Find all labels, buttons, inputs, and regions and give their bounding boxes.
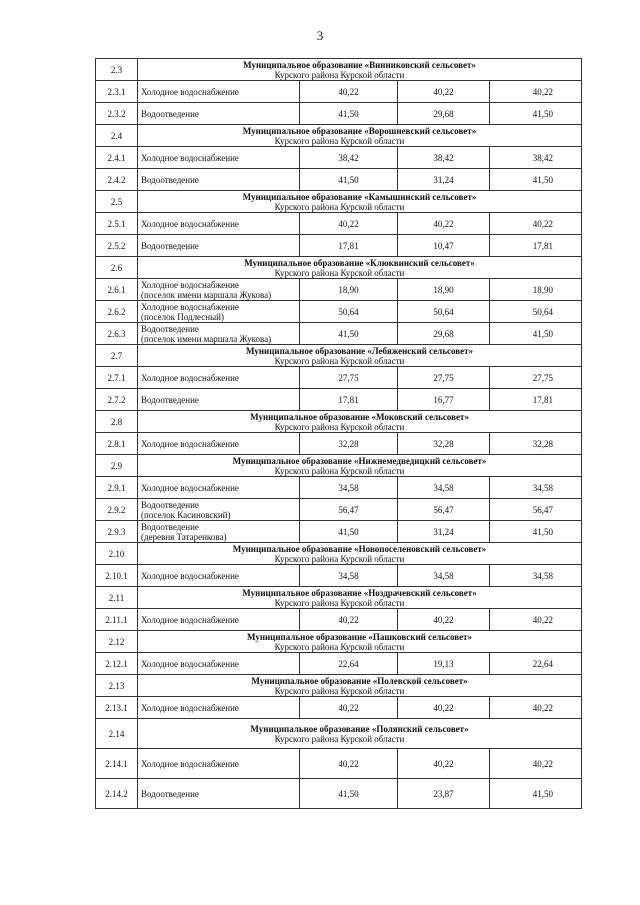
tariff-value-3: 17,81 — [490, 389, 582, 411]
service-name — [138, 779, 300, 809]
section-title-line1: Муниципальное образование «Ворошневский сельсовет» — [242, 125, 477, 136]
tariff-value-1: 41,50 — [300, 779, 398, 809]
service-name — [138, 147, 300, 169]
section-header-row — [96, 675, 582, 697]
table-row — [96, 103, 582, 125]
table-row — [96, 235, 582, 257]
tariff-value-1: 41,50 — [300, 169, 398, 191]
section-title — [138, 125, 582, 147]
section-title-line1: Муниципальное образование «Винниковский сельсовет» — [243, 59, 476, 70]
row-number: 2.7.2 — [96, 389, 138, 411]
section-header-row — [96, 587, 582, 609]
service-name — [138, 749, 300, 779]
section-title — [138, 455, 582, 477]
tariff-value-3: 18,90 — [490, 279, 582, 301]
tariff-value-2: 31,24 — [398, 169, 490, 191]
section-header-row — [96, 631, 582, 653]
section-title-line2: Курского района Курской области — [274, 135, 405, 146]
tariff-value-1: 17,81 — [300, 235, 398, 257]
tariff-value-3: 41,50 — [490, 323, 582, 345]
row-number: 2.5.2 — [96, 235, 138, 257]
section-title-line1: Муниципальное образование «Нижнемедведицкий сельсовет» — [232, 455, 487, 466]
service-name — [138, 389, 300, 411]
tariff-value-2: 10,47 — [398, 235, 490, 257]
service-name-line: Водоотведение — [141, 394, 199, 405]
section-number: 2.11 — [96, 587, 138, 609]
row-number: 2.9.1 — [96, 477, 138, 499]
tariff-value-2: 18,90 — [398, 279, 490, 301]
section-header-row — [96, 455, 582, 477]
table-row — [96, 147, 582, 169]
table-row — [96, 301, 582, 323]
service-name — [138, 477, 300, 499]
service-name-line: Водоотведение — [141, 323, 199, 334]
tariff-value-2: 50,64 — [398, 301, 490, 323]
service-name — [138, 213, 300, 235]
table-row — [96, 213, 582, 235]
table-row — [96, 389, 582, 411]
tariff-value-1: 40,22 — [300, 609, 398, 631]
service-name — [138, 169, 300, 191]
table-row — [96, 169, 582, 191]
service-name — [138, 521, 300, 543]
section-number: 2.3 — [96, 59, 138, 81]
tariff-value-1: 38,42 — [300, 147, 398, 169]
tariff-value-2: 40,22 — [398, 697, 490, 719]
section-title — [138, 719, 582, 749]
section-header-row — [96, 345, 582, 367]
tariff-value-1: 18,90 — [300, 279, 398, 301]
section-header-row — [96, 719, 582, 749]
service-location-line: (поселок Подлесный) — [141, 311, 224, 322]
tariff-value-2: 38,42 — [398, 147, 490, 169]
section-title — [138, 191, 582, 213]
tariff-value-2: 56,47 — [398, 499, 490, 521]
tariff-value-3: 17,81 — [490, 235, 582, 257]
section-title-line2: Курского района Курской области — [274, 465, 405, 476]
section-title-line1: Муниципальное образование «Ноздрачевский сельсовет» — [242, 587, 477, 598]
tariff-value-3: 41,50 — [490, 169, 582, 191]
section-header-row — [96, 191, 582, 213]
tariff-value-1: 27,75 — [300, 367, 398, 389]
tariff-value-2: 32,28 — [398, 433, 490, 455]
service-name — [138, 235, 300, 257]
service-name-line: Холодное водоснабжение — [141, 152, 239, 163]
row-number: 2.14.1 — [96, 749, 138, 779]
service-name-line: Холодное водоснабжение — [141, 218, 239, 229]
service-name-line: Водоотведение — [141, 174, 199, 185]
service-name — [138, 565, 300, 587]
tariff-value-1: 40,22 — [300, 749, 398, 779]
tariff-value-3: 40,22 — [490, 81, 582, 103]
service-name — [138, 609, 300, 631]
table-row — [96, 697, 582, 719]
section-title-line1: Муниципальное образование «Новопоселеновский сельсовет» — [232, 543, 487, 554]
section-title — [138, 631, 582, 653]
section-title-line2: Курского района Курской области — [274, 355, 405, 366]
service-name-line: Водоотведение — [141, 788, 199, 799]
tariff-value-1: 34,58 — [300, 477, 398, 499]
tariff-value-1: 41,50 — [300, 521, 398, 543]
tariff-value-3: 40,22 — [490, 749, 582, 779]
row-number: 2.8.1 — [96, 433, 138, 455]
service-name-line: Холодное водоснабжение — [141, 438, 239, 449]
section-title-line2: Курского района Курской области — [274, 733, 405, 744]
tariff-value-3: 41,50 — [490, 103, 582, 125]
section-title-line2: Курского района Курской области — [274, 201, 405, 212]
section-title-line2: Курского района Курской области — [274, 553, 405, 564]
section-number: 2.8 — [96, 411, 138, 433]
service-name-line: Холодное водоснабжение — [141, 279, 239, 290]
row-number: 2.14.2 — [96, 779, 138, 809]
service-name-line: Холодное водоснабжение — [141, 758, 239, 769]
section-title-line2: Курского района Курской области — [274, 267, 405, 278]
section-number: 2.12 — [96, 631, 138, 653]
row-number: 2.10.1 — [96, 565, 138, 587]
table-row — [96, 367, 582, 389]
row-number: 2.6.2 — [96, 301, 138, 323]
service-name — [138, 81, 300, 103]
section-title-line2: Курского района Курской области — [274, 69, 405, 80]
row-number: 2.12.1 — [96, 653, 138, 675]
section-title — [138, 345, 582, 367]
tariff-value-2: 16,77 — [398, 389, 490, 411]
section-header-row — [96, 257, 582, 279]
tariff-value-3: 40,22 — [490, 609, 582, 631]
row-number: 2.5.1 — [96, 213, 138, 235]
section-title-line1: Муниципальное образование «Лебяженский сельсовет» — [245, 345, 474, 356]
service-name-line: Водоотведение — [141, 240, 199, 251]
tariff-value-2: 31,24 — [398, 521, 490, 543]
service-name-line: Водоотведение — [141, 108, 199, 119]
section-title-line2: Курского района Курской области — [274, 641, 405, 652]
section-number: 2.6 — [96, 257, 138, 279]
section-number: 2.13 — [96, 675, 138, 697]
tariff-value-1: 56,47 — [300, 499, 398, 521]
table-row — [96, 477, 582, 499]
tariff-value-1: 40,22 — [300, 213, 398, 235]
tariff-value-1: 32,28 — [300, 433, 398, 455]
row-number: 2.9.3 — [96, 521, 138, 543]
tariff-value-2: 34,58 — [398, 477, 490, 499]
table-row — [96, 565, 582, 587]
service-name-line: Водоотведение — [141, 499, 199, 510]
tariff-value-3: 22,64 — [490, 653, 582, 675]
section-title-line1: Муниципальное образование «Полевской сельсовет» — [251, 675, 468, 686]
section-number: 2.7 — [96, 345, 138, 367]
tariff-value-3: 34,58 — [490, 565, 582, 587]
row-number: 2.6.1 — [96, 279, 138, 301]
service-name-line: Холодное водоснабжение — [141, 301, 239, 312]
row-number: 2.3.2 — [96, 103, 138, 125]
tariff-value-2: 27,75 — [398, 367, 490, 389]
service-location-line: (поселок Касиновский) — [141, 509, 231, 520]
row-number: 2.11.1 — [96, 609, 138, 631]
tariff-value-3: 40,22 — [490, 697, 582, 719]
service-location-line: (деревня Татаренкова) — [141, 531, 227, 542]
tariff-value-1: 50,64 — [300, 301, 398, 323]
table-row — [96, 81, 582, 103]
tariff-value-3: 41,50 — [490, 779, 582, 809]
table-row — [96, 779, 582, 809]
tariff-value-2: 19,13 — [398, 653, 490, 675]
tariff-value-2: 29,68 — [398, 323, 490, 345]
tariff-value-1: 41,50 — [300, 323, 398, 345]
tariff-value-2: 29,68 — [398, 103, 490, 125]
section-number: 2.5 — [96, 191, 138, 213]
row-number: 2.4.2 — [96, 169, 138, 191]
section-header-row — [96, 543, 582, 565]
row-number: 2.13.1 — [96, 697, 138, 719]
service-name-line: Водоотведение — [141, 521, 199, 532]
table-row — [96, 521, 582, 543]
section-number: 2.9 — [96, 455, 138, 477]
tariff-table — [95, 58, 582, 809]
tariff-value-3: 38,42 — [490, 147, 582, 169]
service-name — [138, 367, 300, 389]
section-number: 2.10 — [96, 543, 138, 565]
service-name — [138, 697, 300, 719]
service-name-line: Холодное водоснабжение — [141, 86, 239, 97]
tariff-value-3: 56,47 — [490, 499, 582, 521]
row-number: 2.3.1 — [96, 81, 138, 103]
service-location-line: (поселок имени маршала Жукова) — [141, 333, 272, 344]
service-name-line: Холодное водоснабжение — [141, 372, 239, 383]
row-number: 2.9.2 — [96, 499, 138, 521]
tariff-value-2: 40,22 — [398, 81, 490, 103]
section-title-line2: Курского района Курской области — [274, 421, 405, 432]
tariff-value-1: 17,81 — [300, 389, 398, 411]
tariff-value-2: 40,22 — [398, 213, 490, 235]
service-name-line: Холодное водоснабжение — [141, 614, 239, 625]
service-name-line: Холодное водоснабжение — [141, 570, 239, 581]
section-title-line1: Муниципальное образование «Полянский сельсовет» — [250, 723, 469, 734]
tariff-value-2: 23,87 — [398, 779, 490, 809]
service-name — [138, 653, 300, 675]
table-row — [96, 323, 582, 345]
tariff-value-1: 34,58 — [300, 565, 398, 587]
section-title — [138, 257, 582, 279]
tariff-value-3: 41,50 — [490, 521, 582, 543]
section-number: 2.4 — [96, 125, 138, 147]
section-title-line1: Муниципальное образование «Камышинский сельсовет» — [242, 191, 477, 202]
section-title — [138, 675, 582, 697]
service-name — [138, 499, 300, 521]
service-location-line: (поселок имени маршала Жукова) — [141, 289, 272, 300]
table-row — [96, 279, 582, 301]
tariff-value-3: 27,75 — [490, 367, 582, 389]
service-name-line: Холодное водоснабжение — [141, 658, 239, 669]
service-name — [138, 279, 300, 301]
section-header-row — [96, 411, 582, 433]
row-number: 2.4.1 — [96, 147, 138, 169]
section-header-row — [96, 59, 582, 81]
section-title-line2: Курского района Курской области — [274, 685, 405, 696]
table-row — [96, 433, 582, 455]
section-title-line1: Муниципальное образование «Клюквинский сельсовет» — [244, 257, 475, 268]
row-number: 2.7.1 — [96, 367, 138, 389]
section-title — [138, 59, 582, 81]
tariff-value-3: 32,28 — [490, 433, 582, 455]
tariff-value-1: 22,64 — [300, 653, 398, 675]
section-title — [138, 411, 582, 433]
tariff-value-3: 50,64 — [490, 301, 582, 323]
service-name — [138, 433, 300, 455]
tariff-value-1: 41,50 — [300, 103, 398, 125]
service-name — [138, 301, 300, 323]
table-row — [96, 749, 582, 779]
section-number: 2.14 — [96, 719, 138, 749]
service-name — [138, 323, 300, 345]
tariff-value-3: 34,58 — [490, 477, 582, 499]
section-title-line2: Курского района Курской области — [274, 597, 405, 608]
table-row — [96, 499, 582, 521]
page-number: 3 — [316, 28, 324, 43]
service-name — [138, 103, 300, 125]
tariff-value-2: 40,22 — [398, 609, 490, 631]
tariff-value-2: 34,58 — [398, 565, 490, 587]
row-number: 2.6.3 — [96, 323, 138, 345]
section-title-line1: Муниципальное образование «Моковский сельсовет» — [250, 411, 469, 422]
service-name-line: Холодное водоснабжение — [141, 702, 239, 713]
section-title — [138, 543, 582, 565]
service-name-line: Холодное водоснабжение — [141, 482, 239, 493]
tariff-value-1: 40,22 — [300, 81, 398, 103]
section-header-row — [96, 125, 582, 147]
table-row — [96, 609, 582, 631]
tariff-value-1: 40,22 — [300, 697, 398, 719]
tariff-value-2: 40,22 — [398, 749, 490, 779]
tariff-value-3: 40,22 — [490, 213, 582, 235]
table-row — [96, 653, 582, 675]
tariff-table-body — [96, 59, 582, 809]
section-title-line1: Муниципальное образование «Пашковский сельсовет» — [246, 631, 473, 642]
section-title — [138, 587, 582, 609]
